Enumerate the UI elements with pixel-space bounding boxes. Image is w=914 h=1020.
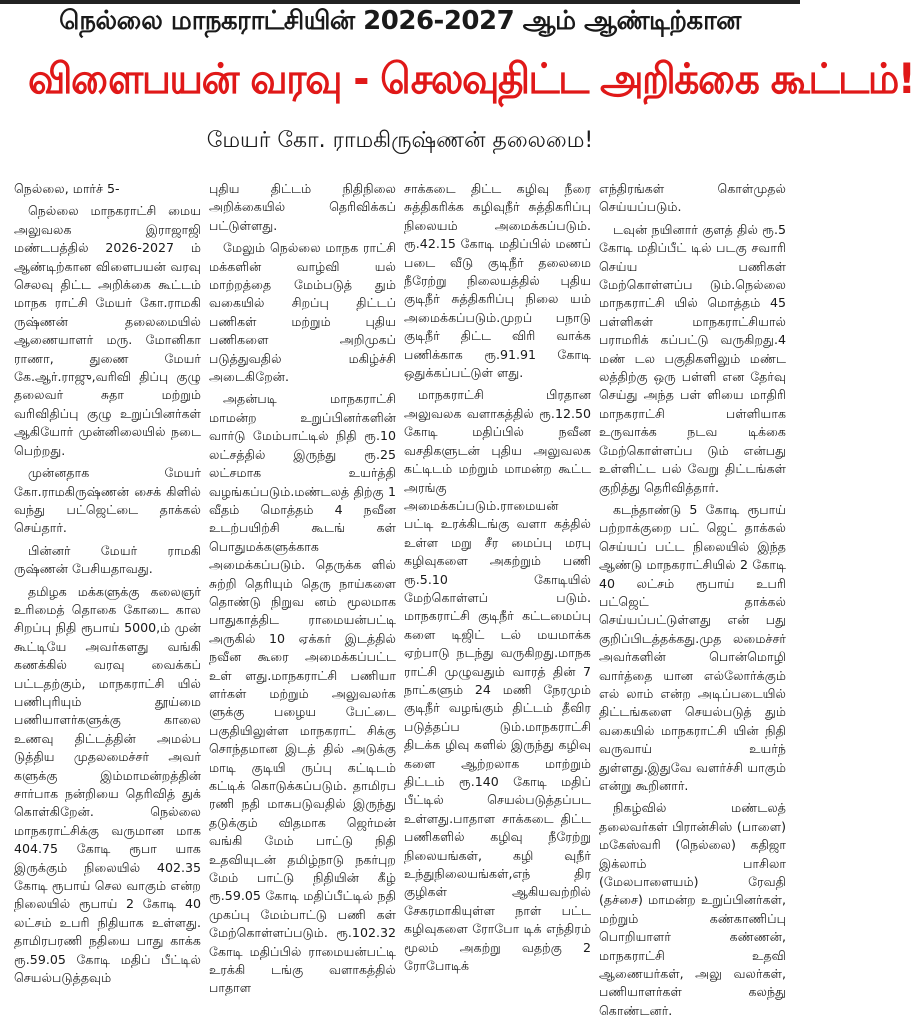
paragraph: டவுன் நயினார் குளத் தில் ரூ.5 கோடி மதிப்பீட் டில் படகு சவாரி செய்ய பணிகள் மேற்கொள்ளப்ப டும்.நெல்லை மாநகராட்சி யில் மொத்தம் 45 பள்ளிகள் மாநகராட்சியால் பராமரிக் கப்பட்டு வருகிறது.4 மண் டல பகுதிகளிலும் மண்ட லத்திற்கு ஒரு பள்ளி என தேர்வு செய்து அந்த பள் ளியை மாதிரி மாநகராட்சி பள்ளியாக உருவாக்க நடவ டிக்கை மேற்கொள்ளப்ப டும் என்பது உள்ளிட்ட பல் வேறு திட்டங்கள் குறித்து தெரிவித்தார்.	[599, 221, 786, 495]
paragraph: எந்திரங்கள் கொள்முதல் செய்யப்படும்.	[599, 181, 786, 215]
article-body	[14, 180, 790, 1018]
paragraph: கடந்தாண்டு 5 கோடி ரூபாய் பற்றாக்குறை பட் ஜெட் தாக்கல் செய்யப் பட்ட நிலையில் இந்த ஆண்டு மாநகராட்சியில் 2 கோடி 40 லட்சம் ரூபாய் உபரி பட்ஜெட் தாக்கல் செய்யப்பட்டுள்ளது என் பது குறிப்பிடத்தக்கது.முத லமைச்சர் அவர்களின் பொன்மொழி வார்த்தை யான எல்லோர்க்கும் எல் லாம் என்ற அடிப்படையில் திட்டங்களை செயல்படுத் தும் வகையில் மாநகராட்சி யின் நிதி வருவாய் உயர்ந் துள்ளது.இதுவே வளர்ச்சி யாகும் என்று கூறினார்.	[599, 501, 786, 793]
headline-main: விளைபயன் வரவு - செலவுதிட்ட அறிக்கை கூட்டம்!	[28, 54, 914, 103]
dateline: நெல்லை, மார்ச் 5-	[14, 181, 120, 196]
headline-kicker: நெல்லை மாநகராட்சியின் 2026-2027 ஆம் ஆண்டிற்கான	[59, 6, 741, 36]
paragraph: நெல்லை மாநகராட்சி மைய அலுவலக இராஜாஜி மண்டபத்தில் 2026-2027 ம் ஆண்டிற்கான விளைபயன் வரவு செலவு திட்ட அறிக்கை கூட்டம் மாநக ராட்சி மேயர் கோ.ராமகி ருஷ்ணன் தலைமையில் ஆணையாளர் மரு. மோனிகா ராணா, துணை மேயர் கே.ஆர்.ராஜு,வரிவி திப்பு குழு தலைவர் சுதா மற்றும் வரிவிதிப்பு குழு உறுப்பினர்கள் ஆகியோர் முன்னிலையில் நடை பெற்றது.	[14, 203, 201, 458]
article-column-4	[599, 180, 786, 1018]
paragraph: அதன்படி மாநகராட்சி மாமன்ற உறுப்பினர்களின் வார்டு மேம்பாட்டில் நிதி ரூ.10 லட்சத்தில் இருந்து ரூ.25 லட்சமாக உயர்த்தி வழங்கப்படும்.மண்டலத் திற்கு 1 வீதம் மொத்தம் 4 நவீன உடற்பயிற்சி கூடங் கள் பொதுமக்களுக்காக அமைக்கப்படும். தெருக்க ளில் சுற்றி தெரியும் தெரு நாய்களை தொண்டு நிறுவ னம் மூலமாக பாதுகாத்திட ராமையன்பட்டி அருகில் 10 ஏக்கர் இடத்தில் நவீன கூரை அமைக்கப்பட்ட உள் ளது.மாநகராட்சி பணியா ளர்கள் மற்றும் அலுவலர்க ளுக்கு பழைய பேட்டை பகுதியிலுள்ள மாநகராட் சிக்கு சொந்தமான இடத் தில் அடுக்கு மாடி குடியி ருப்பு கட்டிடம் கட்டிக் கொடுக்கப்படும். தாமிரப ரணி நதி மாசுபடுவதில் இருந்து தடுக்கும் விதமாக ஜெர்மன் வங்கி மேம் பாட்டு நிதி உதவியுடன் தமிழ்நாடு நகர்புற மேம் பாட்டு நிதியின் கீழ் ரூ.59.05 கோடி மதிப்பீட்டில் நதி முகப்பு மேம்பாட்டு பணி கள் மேற்கொள்ளப்படும். ரூ.102.32 கோடி மதிப்பில் ராமையன்பட்டி உரக்கி டங்கு வளாகத்தில் பாதாள	[209, 391, 396, 996]
paragraph: நிகழ்வில் மண்டலத் தலைவர்கள் பிரான்சிஸ் (பாளை) மகேஸ்வரி (நெல்லை) கதிஜா இக்லாம் பாசிலா (மேலபாளையம்) ரேவதி (தச்சை) மாமன்ற உறுப்பினர்கள், மற்றும் கண்காணிப்பு பொறியாளர் கண்ணன், மாநகராட்சி உதவி ஆணையர்கள், அலு வலர்கள், பணியாளர்கள் கலந்து கொண்டனர்.	[599, 800, 786, 1018]
paragraph: முன்னதாக மேயர் கோ.ராமகிருஷ்ணன் சைக் கிளில் வந்து பட்ஜெட்டை தாக்கல் செய்தார்.	[14, 465, 201, 536]
paragraph: சாக்கடை திட்ட கழிவு நீரை சுத்திகரிக்க கழிவுநீர் சுத்திகரிப்பு நிலையம் அமைக்கப்படும். ரூ.42.15 கோடி மதிப்பில் மணப் படை வீடு குடிநீர் தலைமை நீரேற்று நிலையத்தில் புதிய குடிநீர் சுத்திகரிப்பு நிலை யம் அமைக்கப்படும்.முறப் பநாடு குடிநீர் திட்ட விரி வாக்க பணிக்காக ரூ.91.91 கோடி ஒதுக்கப்பட்டுள் ளது.	[404, 181, 591, 381]
paragraph: தமிழக மக்களுக்கு கலைஞர் உரிமைத் தொகை கோடை கால சிறப்பு நிதி ரூபாய் 5000,ம் முன் கூட்டியே அவர்களது வங்கி கணக்கில் வரவு வைக்கப் பட்டதற்கும், மாநகராட்சி யில் பணிபுரியும் தூய்மை பணியாளர்களுக்கு காலை உணவு திட்டத்தின் அமல்ப டுத்திய முதலமைச்சர் அவர் களுக்கு இம்மாமன்றத்தின் சார்பாக நன்றியை தெரிவித் துக் கொள்கிறேன். நெல்லை மாநகராட்சிக்கு வருமான மாக 404.75 கோடி ரூபா யாக இருக்கும் நிலையில் 402.35 கோடி ரூபாய் செல வாகும் என்ற நிலையில் ரூபாய் 2 கோடி 40 லட்சம் உபரி நிதியாக உள்ளது. தாமிரபரணி நதியை பாது காக்க ரூ.59.05 கோடி மதிப் பீட்டில் செயல்படுத்தவும்	[14, 583, 201, 986]
paragraph: மேலும் நெல்லை மாநக ராட்சி மக்களின் வாழ்வி யல் மாற்றத்தை மேம்படுத் தும் வகையில் சிறப்பு திட்டப் பணிகள் மற்றும் புதிய பணிகளை அறிமுகப் படுத்துவதில் மகிழ்ச்சி அடைகிறேன்.	[209, 240, 396, 385]
article-column-3	[404, 180, 591, 1010]
paragraph: புதிய திட்டம் நிதிநிலை அறிக்கையில் தெரிவிக்கப் பட்டுள்ளது.	[209, 181, 396, 233]
top-border	[0, 0, 800, 4]
article-column-1	[14, 180, 201, 1010]
paragraph: பின்னர் மேயர் ராமகி ருஷ்ணன் பேசியதாவது.	[14, 542, 201, 577]
headline-subtitle: மேயர் கோ. ராமகிருஷ்ணன் தலைமை!	[206, 128, 594, 153]
paragraph: மாநகராட்சி பிரதான அலுவலக வளாகத்தில் ரூ.12.50 கோடி மதிப்பில் நவீன வசதிகளுடன் புதிய அலுவலக கட்டிடம் மற்றும் மாமன்ற கூட்ட அரங்கு அமைக்கப்படும்.ராமையன் பட்டி உரக்கிடங்கு வளா கத்தில் உள்ள மறு சீர மைப்பு மரபு கழிவுகளை அகற்றும் பணி ரூ.5.10 கோடியில் மேற்கொள்ளப் படும். மாநகராட்சி குடிநீர் கட்டமைப்பு களை டிஜிட் டல் மயமாக்க ஏற்பாடு நடந்து வருகிறது.மாநக ராட்சி முழுவதும் வாரத் தின் 7 நாட்களும் 24 மணி நேரமும் குடிநீர் வழங்கும் திட்டம் தீவிர படுத்தப்ப டும்.மாநகராட்சி திடக்க ழிவு களில் இருந்து கழிவு களை ஆற்றலாக மாற்றும் திட்டம் ரூ.140 கோடி மதிப் பீட்டில் செயல்படுத்தப்பட உள்ளது.பாதாள சாக்கடை திட்ட பணிகளில் கழிவு நீரேற்று நிலையங்கள், கழி வுநீர் உந்துநிலையங்கள்,எந் திர குழிகள் ஆகியவற்றில் சேகரமாகியுள்ள நாள் பட்ட கழிவுகளை ரோபோ டிக் எந்திரம் மூலம் அகற்று வதற்கு 2 ரோபோடிக்	[404, 387, 591, 974]
article-column-2	[209, 180, 396, 1010]
